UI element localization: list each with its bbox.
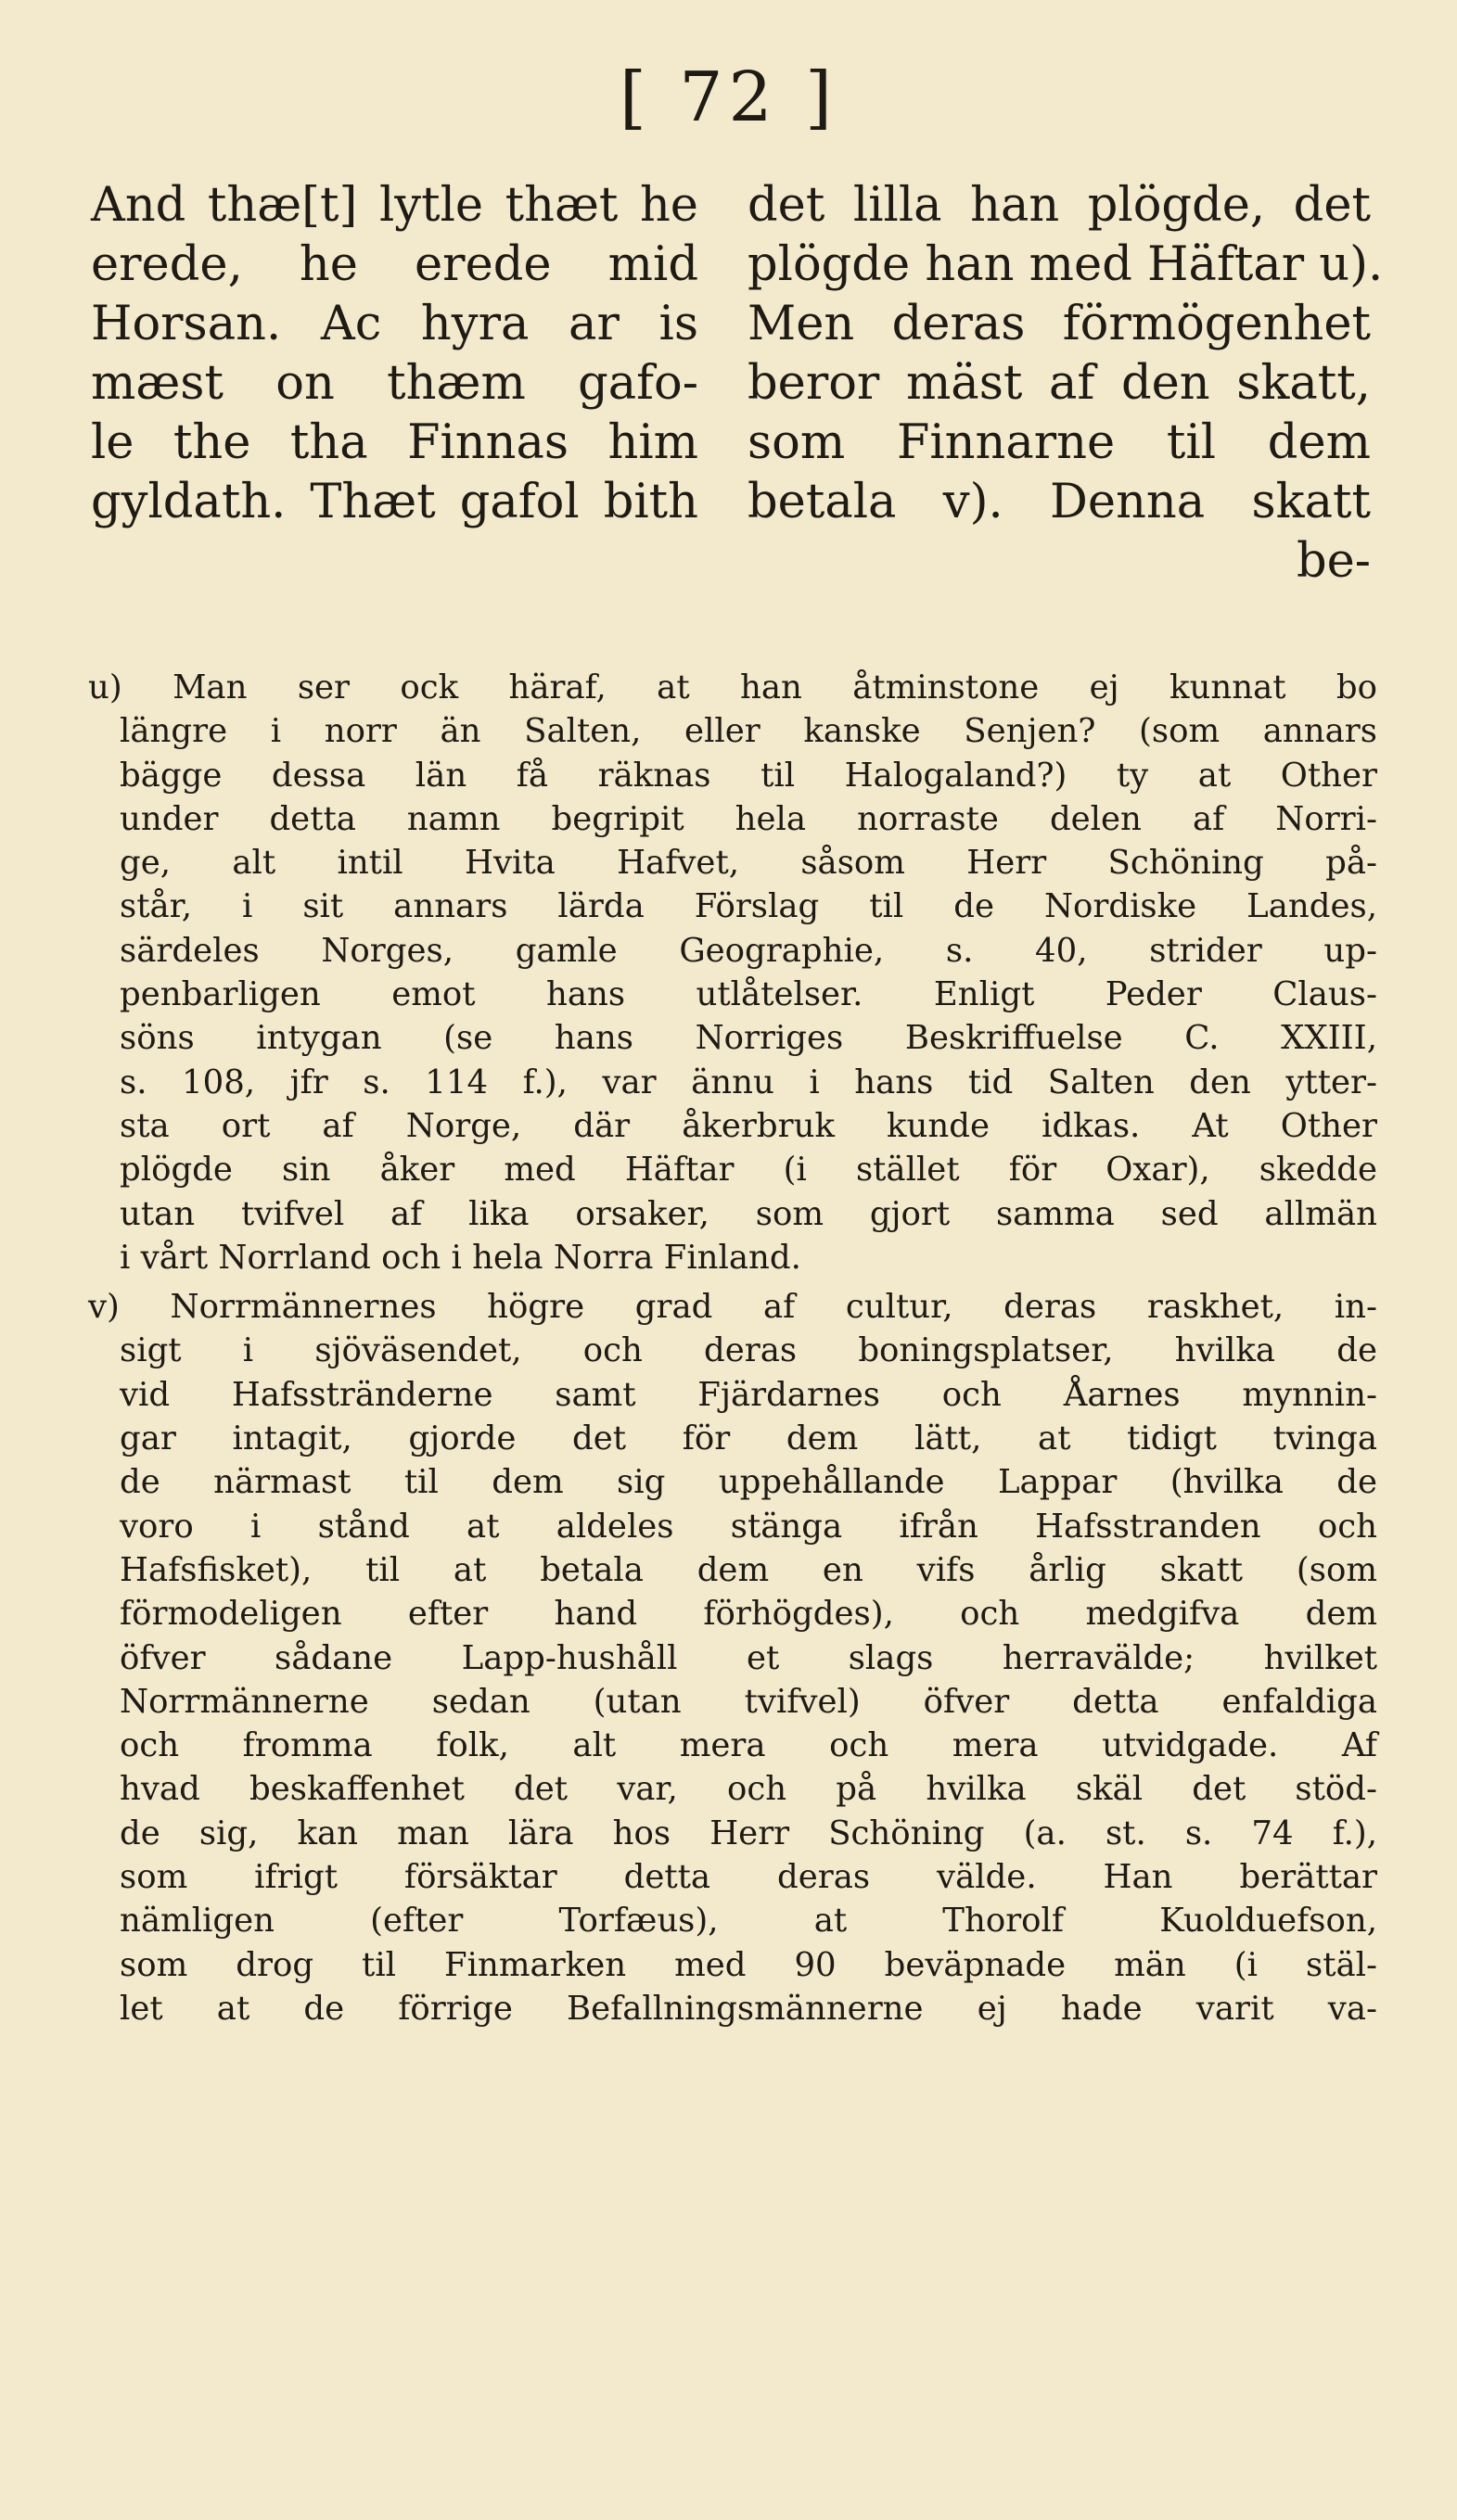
text-line: le the tha Finnas him	[91, 415, 698, 470]
text-line: det lilla han plögde, det	[748, 178, 1371, 233]
footnote-line: de närmast til dem sig uppehållande Lappar (hvilka de	[120, 1463, 1377, 1502]
footnotes	[88, 666, 1377, 2030]
footnote-line: sigt i sjöväsendet, och deras boningsplatser, hvilka de	[120, 1331, 1377, 1370]
footnote-line: vid Hafsstränderne samt Fjärdarnes och Åarnes mynnin-	[120, 1375, 1377, 1414]
footnote-line: voro i stånd at aldeles stänga ifrån Hafsstranden och	[120, 1507, 1377, 1546]
footnote-line: s. 108, jfr s. 114 f.), var ännu i hans tid Salten den ytter-	[120, 1063, 1377, 1101]
text-line: gyldath. Thæt gafol bith	[91, 475, 698, 529]
footnote-line: under detta namn begripit hela norraste delen af Norri-	[120, 799, 1377, 838]
footnote-line: särdeles Norges, gamle Geographie, s. 40, strider up-	[120, 931, 1377, 970]
footnote-line: utan tvifvel af lika orsaker, som gjort samma sed allmän	[120, 1194, 1377, 1233]
text-line: erede, he erede mid	[91, 237, 698, 292]
text-line: And thæ[t] lytle thæt he	[91, 178, 698, 233]
footnote-line: öfver sådane Lapp-hushåll et slags herravälde; hvilket	[120, 1638, 1377, 1677]
text-line: Men deras förmögenhet	[748, 297, 1371, 351]
text-line: som Finnarne til dem	[748, 415, 1371, 470]
footnote-line: ge, alt intil Hvita Hafvet, såsom Herr Schöning på-	[120, 844, 1377, 883]
footnote-line: i vårt Norrland och i hela Norra Finland.	[120, 1238, 801, 1277]
footnote-line: plögde sin åker med Häftar (i stället för Oxar), skedde	[120, 1151, 1377, 1190]
old-english-column	[91, 176, 698, 592]
footnote-line: let at de förrige Befallningsmännerne ej hade varit va-	[120, 1989, 1377, 2028]
footnote-line: hvad beskaffenhet det var, och på hvilka skäl det stöd-	[120, 1770, 1377, 1809]
footnote-v	[88, 1285, 1377, 2030]
footnote-line: sta ort af Norge, där åkerbruk kunde idkas. At Other	[120, 1106, 1377, 1145]
footnote-line: u) Man ser ock häraf, at han åtminstone ej kunnat bo	[88, 668, 1377, 706]
footnote-line: Hafsfisket), til at betala dem en vifs årlig skatt (som	[120, 1550, 1377, 1589]
text-line: Horsan. Ac hyra ar is	[91, 297, 698, 351]
footnote-line: som ifrigt försäktar detta deras välde. Han berättar	[120, 1858, 1377, 1897]
page-number: [ 72 ]	[620, 57, 837, 137]
footnote-line: v) Norrmännernes högre grad af cultur, deras raskhet, in-	[88, 1288, 1377, 1327]
footnote-line: bägge dessa län få räknas til Halogaland?) ty at Other	[120, 756, 1377, 795]
footnote-line: gar intagit, gjorde det för dem lätt, at tidigt tvinga	[120, 1419, 1377, 1458]
footnote-line: och fromma folk, alt mera och mera utvidgade. Af	[120, 1726, 1377, 1765]
text-line: betala v). Denna skatt	[748, 475, 1371, 529]
text-line: mæst on thæm gafo-	[91, 356, 698, 411]
footnote-line: Norrmännerne sedan (utan tvifvel) öfver detta enfaldiga	[120, 1682, 1377, 1721]
footnote-line: de sig, kan man lära hos Herr Schöning (a. st. s. 74 f.),	[120, 1814, 1377, 1852]
footnote-line: förmodeligen efter hand förhögdes), och medgifva dem	[120, 1595, 1377, 1634]
parallel-text	[91, 176, 1384, 592]
swedish-column	[748, 176, 1384, 592]
text-line: beror mäst af den skatt,	[748, 356, 1371, 411]
footnote-line: penbarligen emot hans utlåtelser. Enligt Peder Claus-	[120, 975, 1377, 1014]
catchword: be-	[1296, 534, 1371, 589]
footnote-line: söns intygan (se hans Norriges Beskriffuelse C. XXIII,	[120, 1019, 1377, 1058]
text-line: plögde han med Häftar u).	[748, 237, 1384, 292]
footnote-u	[88, 666, 1377, 1279]
footnote-line: står, i sit annars lärda Förslag til de Nordiske Landes,	[120, 887, 1377, 926]
footnote-line: längre i norr än Salten, eller kanske Senjen? (som annars	[120, 712, 1377, 751]
footnote-line: nämligen (efter Torfæus), at Thorolf Kuolduefson,	[120, 1902, 1377, 1941]
footnote-line: som drog til Finmarken med 90 beväpnade män (i stäl-	[120, 1945, 1377, 1984]
